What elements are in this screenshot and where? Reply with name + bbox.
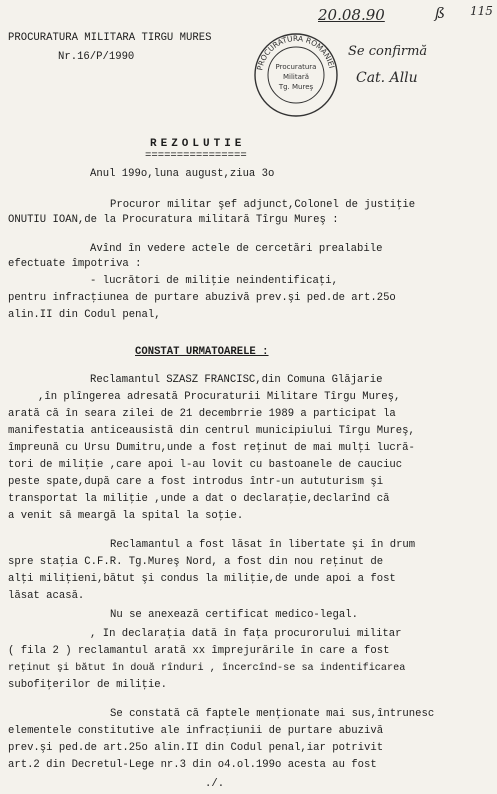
body-line: ,în plîngerea adresată Procuraturii Militare Tîrgu Mureş, — [38, 391, 401, 403]
body-line: manifestatia anticeausistă din centrul municipiului Tîrgu Mureş, — [8, 425, 415, 437]
body-line: alţi miliţieni,bătut şi condus la miliţie,de unde apoi a fost — [8, 573, 396, 585]
handwritten-corner-mark: ß — [435, 4, 446, 22]
official-stamp — [253, 32, 339, 118]
stamp-line-3: Tg. Mureş — [278, 83, 314, 91]
body-line: împreună cu Ursu Dumitru,unde a fost reţinut de mai mulţi lucră- — [8, 442, 415, 454]
document-title: REZOLUTIE — [150, 138, 246, 150]
handwritten-page-mark: 115 — [470, 4, 493, 18]
body-line: art.2 din Decretul-Lege nr.3 din o4.ol.199o acesta au fost — [8, 759, 377, 771]
body-line: ( fila 2 ) reclamantul arată xx împrejurările în care a fost — [8, 645, 390, 657]
body-line: Procuror militar şef adjunct,Colonel de justiţie — [110, 199, 416, 211]
body-line: elementele constitutive ale infracţiunii de purtare abuzivă — [8, 725, 384, 737]
body-line: transportat la miliţie ,unde a dat o declaraţie,declarînd că — [8, 493, 390, 505]
body-line: - lucrători de miliţie neindentificaţi, — [90, 275, 338, 287]
body-line: alin.II din Codul penal, — [8, 309, 161, 321]
handwritten-confirmation: Se confirmă — [348, 44, 428, 59]
body-line: arată că în seara zilei de 21 decembrrie 1989 a participat la — [8, 408, 396, 420]
stamp-line-1: Procuratura — [275, 63, 317, 71]
body-line: pentru infracţiunea de purtare abuzivă prev.şi ped.de art.25o — [8, 292, 396, 304]
body-line: Reclamantul SZASZ FRANCISC,din Comuna Glăjarie — [90, 374, 383, 386]
body-line: efectuate împotriva : — [8, 258, 142, 270]
body-line: Avînd în vedere actele de cercetări prealabile — [90, 243, 383, 255]
date-line: Anul 199o,luna august,ziua 3o — [90, 168, 275, 180]
title-rule: ================ — [145, 150, 247, 162]
body-line: prev.şi ped.de art.25o alin.II din Codul penal,iar potrivit — [8, 742, 384, 754]
body-line: a venit să meargă la spital la soţie. — [8, 510, 244, 522]
page-continuation-mark: ./. — [205, 778, 225, 790]
body-line: Nu se anexează certificat medico-legal. — [110, 609, 358, 621]
body-line: peste spate,după care a fost introdus într-un aututurism şi — [8, 476, 384, 488]
stamp-line-2: Militară — [282, 73, 310, 81]
body-line: lăsat acasă. — [8, 590, 85, 602]
handwritten-date: 20.08.90 — [318, 6, 385, 24]
body-line: , In declaraţia dată în faţa procurorului militar — [90, 628, 402, 640]
body-line: reţinut şi bătut în două rînduri , încercînd-se sa indentificarea — [8, 663, 406, 674]
body-line: subofiţerilor de miliţie. — [8, 679, 167, 691]
section-heading: CONSTAT URMATOARELE : — [135, 346, 269, 358]
organization-name: PROCURATURA MILITARA TIRGU MURES — [8, 32, 212, 44]
body-line: Reclamantul a fost lăsat în libertate şi în drum — [110, 539, 416, 551]
stamp-ring-text: PROCURATURA ROMÂNIEI — [255, 33, 337, 72]
reference-number: Nr.16/P/1990 — [58, 51, 135, 63]
handwritten-signature: Cat. Allu — [356, 70, 418, 86]
body-line: ONUTIU IOAN,de la Procuratura militară Tîrgu Mureş : — [8, 214, 339, 226]
body-line: spre staţia C.F.R. Tg.Mureş Nord, a fost din nou reţinut de — [8, 556, 384, 568]
body-line: Se constată că faptele menţionate mai sus,întrunesc — [110, 708, 435, 720]
body-line: tori de miliţie ,care apoi l-au lovit cu bastoanele de cauciuc — [8, 459, 403, 471]
